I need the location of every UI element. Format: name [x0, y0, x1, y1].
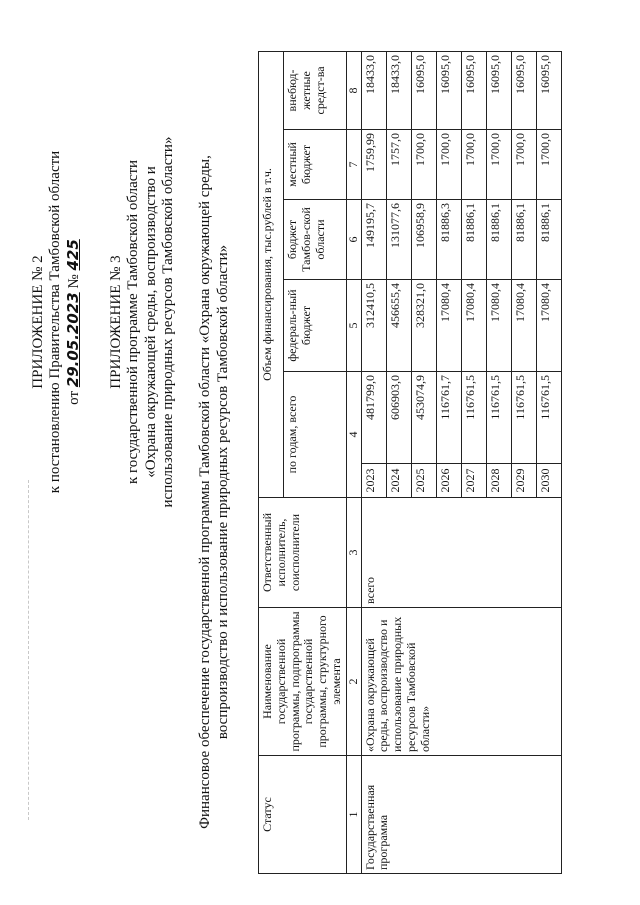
regional-cell: 81886,1: [461, 200, 486, 280]
federal-cell: 17080,4: [436, 280, 461, 372]
local-cell: 1700,0: [436, 130, 461, 200]
number-prefix: №: [65, 274, 82, 289]
header-local: местный бюджет: [284, 130, 346, 200]
col-number: 3: [346, 498, 361, 608]
header-extrabudget: внебюд-жетные средст-ва: [284, 51, 346, 129]
total-cell: 116761,7: [436, 372, 461, 464]
header-by-year: по годам, всего: [284, 372, 346, 498]
col-number: 6: [346, 200, 361, 280]
regional-cell: 149195,7: [361, 200, 386, 280]
table-row: [361, 51, 386, 873]
total-cell: 606903,0: [386, 372, 411, 464]
extra-cell: 16095,0: [536, 51, 561, 129]
total-cell: 116761,5: [511, 372, 536, 464]
appendix-2-subtitle: к постановлению Правительства Тамбовской области: [47, 150, 64, 494]
appendix-3-line3: «Охрана окружающей среды, воспроизводство и: [142, 166, 159, 478]
col-number: 4: [346, 372, 361, 498]
extra-cell: 18433,0: [386, 51, 411, 129]
extra-cell: 16095,0: [411, 51, 436, 129]
federal-cell: 456655,4: [386, 280, 411, 372]
year-cell: 2025: [411, 464, 436, 498]
regional-cell: 81886,1: [511, 200, 536, 280]
appendix-3-block: [108, 42, 177, 602]
col-number: 1: [346, 756, 361, 874]
col-number: 7: [346, 130, 361, 200]
total-cell: 481799,0: [361, 372, 386, 464]
regional-cell: 81886,3: [436, 200, 461, 280]
year-cell: 2024: [386, 464, 411, 498]
total-cell: 116761,5: [536, 372, 561, 464]
funding-table: [258, 51, 562, 874]
appendix-2-title: ПРИЛОЖЕНИЕ № 2: [30, 255, 46, 389]
extra-cell: 16095,0: [511, 51, 536, 129]
document-title-line1: Финансовое обеспечение государственной программы Тамбовской области «Охрана окружающей среды,: [197, 155, 213, 829]
document-title-line2: воспроизводство и использование природных ресурсов Тамбовской области»: [215, 244, 231, 740]
col-number: 2: [346, 608, 361, 756]
appendix-2-block: [30, 42, 83, 602]
status-cell: Государственная программа: [361, 756, 561, 874]
federal-cell: 17080,4: [536, 280, 561, 372]
year-cell: 2027: [461, 464, 486, 498]
extra-cell: 16095,0: [436, 51, 461, 129]
extra-cell: 16095,0: [461, 51, 486, 129]
header-federal: федераль-ный бюджет: [284, 280, 346, 372]
executor-cell: всего: [361, 498, 561, 608]
regional-cell: 81886,1: [536, 200, 561, 280]
federal-cell: 17080,4: [511, 280, 536, 372]
year-cell: 2023: [361, 464, 386, 498]
header-name: Наименование государственной программы, подпрограммы государственной программы, структурного элемента: [259, 608, 347, 756]
local-cell: 1700,0: [486, 130, 511, 200]
total-cell: 453074,9: [411, 372, 436, 464]
rotated-page: [20, 12, 620, 892]
federal-cell: 17080,4: [461, 280, 486, 372]
federal-cell: 328321,0: [411, 280, 436, 372]
regional-cell: 106958,9: [411, 200, 436, 280]
local-cell: 1700,0: [536, 130, 561, 200]
header-regional: бюджет Тамбов-ской области: [284, 200, 346, 280]
local-cell: 1757,0: [386, 130, 411, 200]
appendix-2-date-line: [65, 42, 83, 602]
date-prefix: от: [65, 390, 82, 405]
local-cell: 1700,0: [461, 130, 486, 200]
document-sheet: [20, 12, 620, 892]
local-cell: 1759,99: [361, 130, 386, 200]
number-value: 425: [63, 239, 82, 271]
regional-cell: 131077,6: [386, 200, 411, 280]
column-numbers-row: [346, 51, 361, 873]
total-cell: 116761,5: [486, 372, 511, 464]
appendix-3-line2: к государственной программе Тамбовской области: [125, 159, 142, 485]
extra-cell: 16095,0: [486, 51, 511, 129]
regional-cell: 81886,1: [486, 200, 511, 280]
header-funding-group: Объем финансирования, тыс.рублей в т.ч.: [259, 51, 284, 497]
year-cell: 2028: [486, 464, 511, 498]
local-cell: 1700,0: [411, 130, 436, 200]
col-number: 5: [346, 280, 361, 372]
year-cell: 2026: [436, 464, 461, 498]
appendix-3-title: ПРИЛОЖЕНИЕ № 3: [108, 255, 124, 389]
col-number: 8: [346, 51, 361, 129]
extra-cell: 18433,0: [361, 51, 386, 129]
header-status: Статус: [259, 756, 347, 874]
date-value: 29.05.2023: [63, 292, 82, 388]
year-cell: 2029: [511, 464, 536, 498]
local-cell: 1700,0: [511, 130, 536, 200]
document-title: [196, 112, 232, 872]
appendix-3-line4: использование природных ресурсов Тамбовской области»: [159, 136, 176, 508]
year-cell: 2030: [536, 464, 561, 498]
header-executor: Ответственный исполнитель, соисполнители: [259, 498, 347, 608]
program-name-cell: «Охрана окружающей среды, воспроизводство и использование природных ресурсов Тамбовской области»: [361, 608, 561, 756]
federal-cell: 17080,4: [486, 280, 511, 372]
federal-cell: 312410,5: [361, 280, 386, 372]
total-cell: 116761,5: [461, 372, 486, 464]
